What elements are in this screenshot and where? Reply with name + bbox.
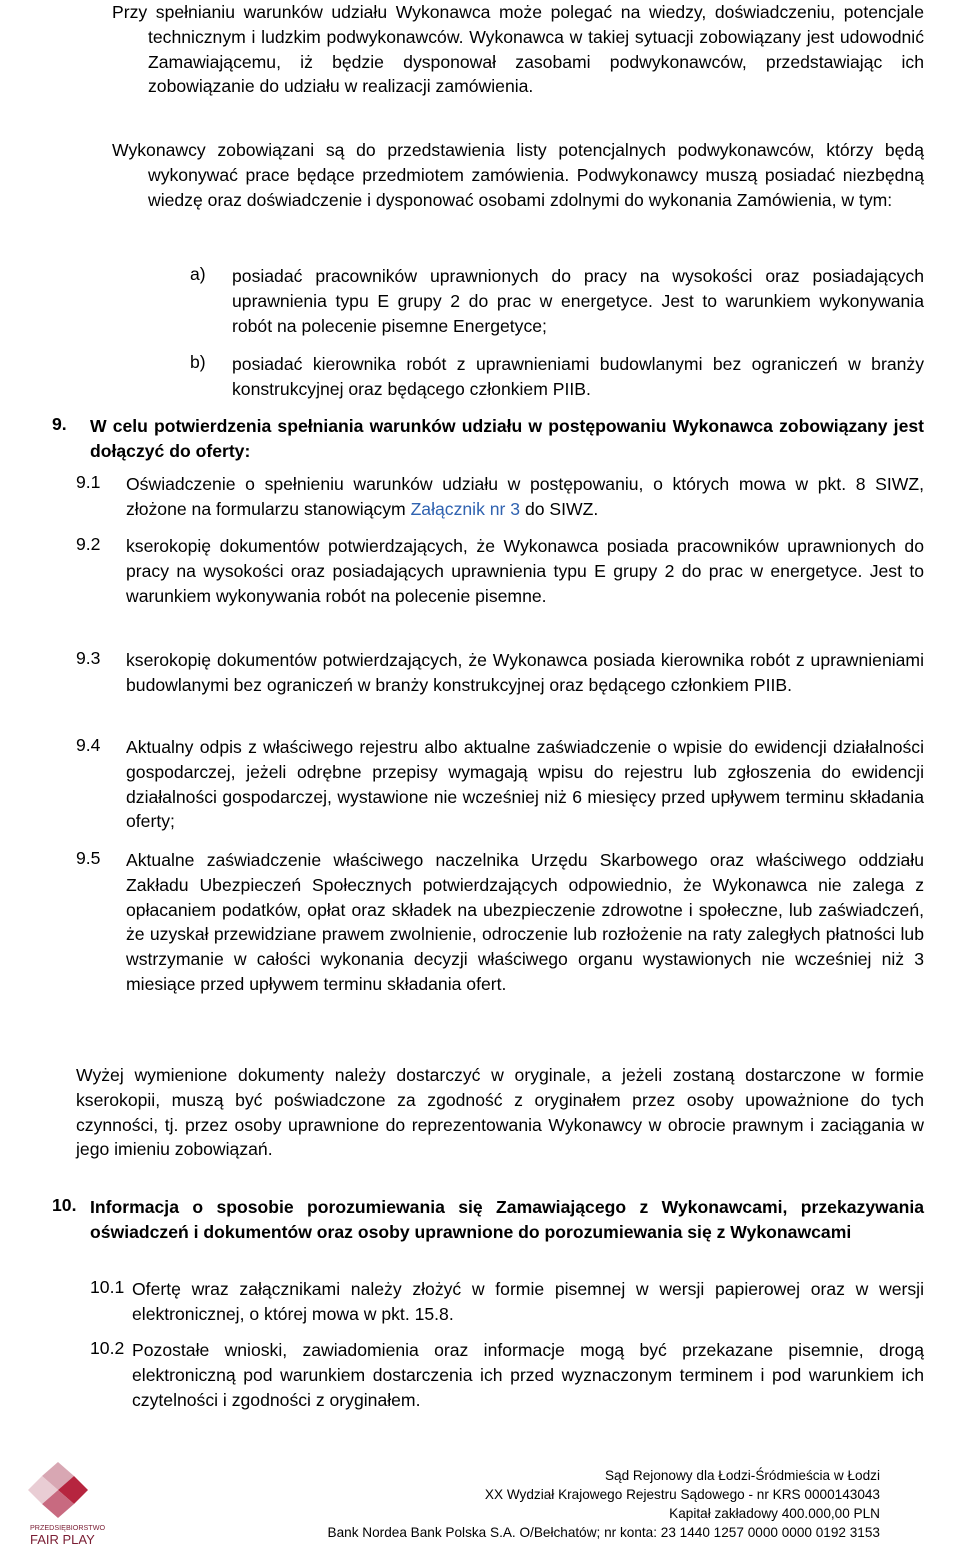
item-text: Aktualny odpis z właściwego rejestru albo aktualne zaświadczenie o wpisie do ewidencji działalności gospodarczej, jeżeli odrębne przepisy wymagają wpisu do rejestru lub zgłoszenia do ewidencji działalności gospodarczej, wystawione nie wcześniej niż 6 miesięcy przed upływem terminu składania oferty; [126,737,924,832]
section-title: Informacja o sposobie porozumiewania się Zamawiającego z Wykonawcami, przekazywania oświadczeń i dokumentów oraz osoby uprawnione do porozumiewania się z Wykonawcami [90,1197,924,1242]
footer-court: Sąd Rejonowy dla Łodzi-Śródmieścia w Łodzi [604,1468,880,1483]
list-item-label: b) [190,352,206,372]
logo-mark-icon [28,1462,128,1546]
item-number: 9.3 [76,648,101,668]
footer-capital: Kapitał zakładowy 400.000,00 PLN [669,1506,880,1521]
item-text: Ofertę wraz załącznikami należy złożyć w formie pisemnej w wersji papierowej oraz w wersji elektronicznej, o której mowa w pkt. 15.8. [132,1279,924,1324]
footer-bank: Bank Nordea Bank Polska S.A. O/Bełchatów; nr konta: 23 1440 1257 0000 0000 0192 3153 [327,1525,880,1540]
list-item-label: a) [190,264,206,284]
logo-line-2: FAIR PLAY [30,1532,95,1546]
logo-line-1: PRZEDSIĘBIORSTWO [30,1523,106,1532]
item-number: 10.2 [90,1338,125,1358]
intro-paragraph-2: Wykonawcy zobowiązani są do przedstawienia listy potencjalnych podwykonawców, którzy będą wykonywać prace będące przedmiotem zamówienia. Podwykonawcy muszą posiadać niezbędną wiedzę oraz doświadczenie i dysponować osobami zdolnymi do wykonania Zamówienia, w tym: [112,140,924,210]
item-text: Aktualne zaświadczenie właściwego naczelnika Urzędu Skarbowego oraz właściwego oddziału Zakładu Ubezpieczeń Społecznych potwierdzających odpowiednio, że Wykonawca nie zalega z opłacaniem podatków, opłat oraz składek na ubezpieczenie zdrowotne i społeczne, lub zaświadczeń, że uzyskał przewidziane prawem zwolnienie, odroczenie lub rozłożenie na raty zaległych płatności lub wstrzymanie w całości wykonania decyzji właściwego organu wystawionych nie wcześniej niż 3 miesiące przed upływem terminu składania ofert. [126,850,924,994]
section-number: 9. [52,414,67,434]
footer-krs: XX Wydział Krajowego Rejestru Sądowego - nr KRS 0000143043 [484,1487,880,1502]
item-text: kserokopię dokumentów potwierdzających, że Wykonawca posiada pracowników uprawnionych do pracy na wysokości oraz posiadających uprawnienia typu E grupy 2 do prac w energetyce. Jest to warunkiem wykonywania robót na polecenie pisemne. [126,536,924,606]
item-number: 9.2 [76,534,101,554]
item-text: Pozostałe wnioski, zawiadomienia oraz informacje mogą być przekazane pisemnie, drogą elektroniczną pod warunkiem dostarczenia ich przed wyznaczonym terminem i pod warunkiem ich czytelności i zgodności z oryginałem. [132,1340,924,1410]
fair-play-logo [28,1462,128,1546]
list-item-text: posiadać pracowników uprawnionych do pracy na wysokości oraz posiadających uprawnienia typu E grupy 2 do prac w energetyce. Jest to warunkiem wykonywania robót na polecenie pisemne Energetyce; [232,266,924,336]
attachment-3-link[interactable]: Załącznik nr 3 [410,498,521,519]
item-number: 9.5 [76,848,101,868]
item-text: Oświadczenie o spełnieniu warunków udziału w postępowaniu, o których mowa w pkt. 8 SIWZ, złożone na formularzu stanowiącym Załącznik nr 3 do SIWZ. [126,474,924,519]
item-number: 9.1 [76,472,101,492]
section-title: W celu potwierdzenia spełniania warunków udziału w postępowaniu Wykonawca zobowiązany jest dołączyć do oferty: [90,416,924,461]
item-text: kserokopię dokumentów potwierdzających, że Wykonawca posiada kierownika robót z uprawnieniami budowlanymi bez ograniczeń w branży konstrukcyjnej oraz będącego członkiem PIIB. [126,650,924,695]
section-number: 10. [52,1195,77,1215]
list-item-text: posiadać kierownika robót z uprawnieniami budowlanymi bez ograniczeń w branży konstrukcyjnej oraz będącego członkiem PIIB. [232,354,924,399]
item-number: 9.4 [76,735,101,755]
item-number: 10.1 [90,1277,125,1297]
intro-paragraph-1: Przy spełnianiu warunków udziału Wykonawca może polegać na wiedzy, doświadczeniu, potencjale technicznym i ludzkim podwykonawców. Wykonawca w takiej sytuacji zobowiązany jest udowodnić Zamawiającemu, iż będzie dysponował zasobami podwykonawców, przedstawiając ich zobowiązanie do udziału w realizacji zamówienia. [112,2,924,97]
documents-paragraph: Wyżej wymienione dokumenty należy dostarczyć w oryginale, a jeżeli zostaną dostarczone w formie kserokopii, muszą być poświadczone za zgodność z oryginałem przez osoby upoważnione do tych czynności, tj. przez osoby uprawnione do reprezentowania Wykonawcy w obrocie prawnym i zaciągania w jego imieniu zobowiązań. [76,1065,924,1160]
